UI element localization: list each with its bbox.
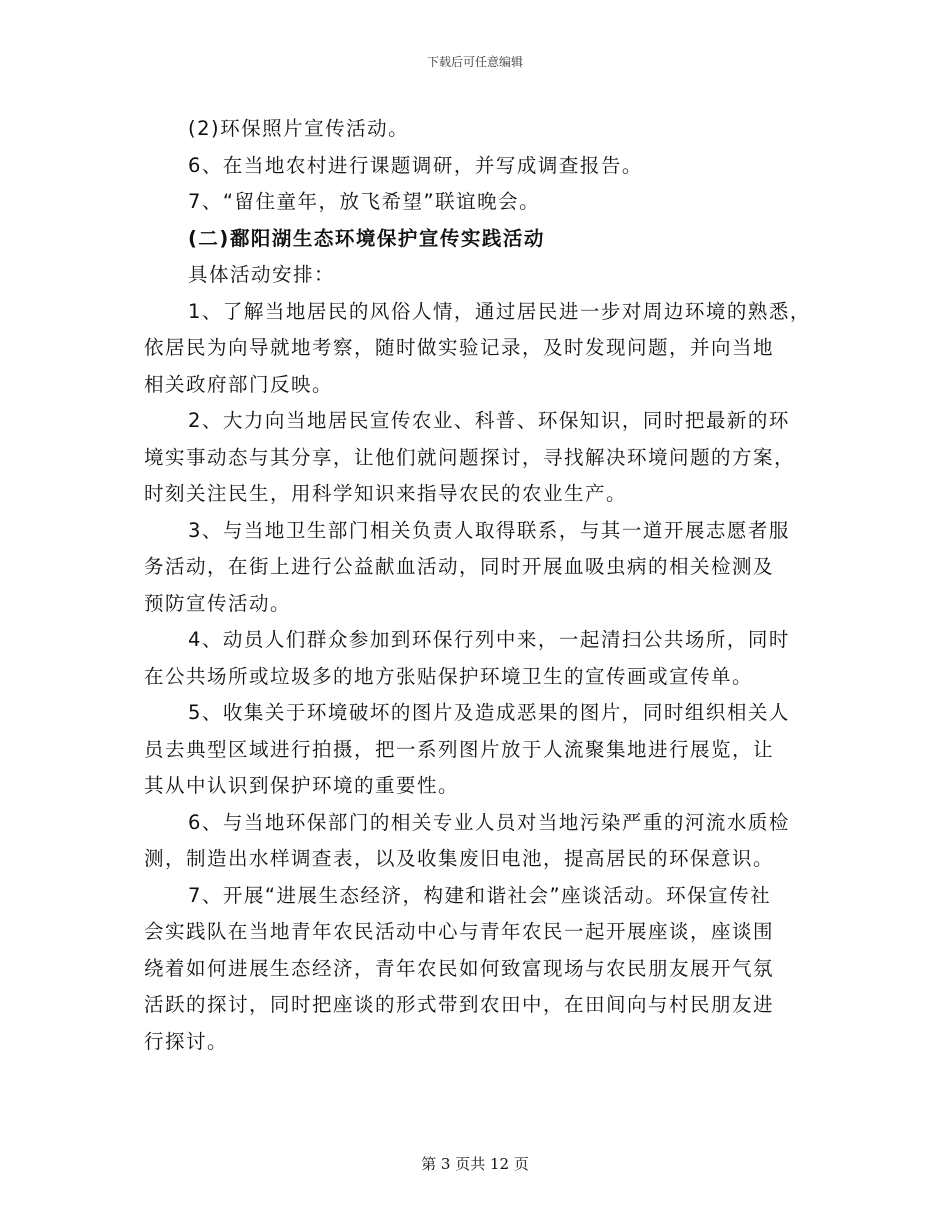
paragraph-line: 1、了解当地居民的风俗人情，通过居民进一步对周边环境的熟悉， [188, 299, 811, 323]
paragraph-line: 7、“留住童年，放飞希望”联谊晚会。 [188, 190, 541, 213]
paragraph-line: 时刻关注民生，用科学知识来指导农民的农业生产。 [144, 482, 628, 505]
paragraph-line: (2)环保照片宣传活动。 [188, 117, 410, 140]
paragraph-line: 境实事动态与其分享，让他们就问题探讨，寻找解决环境问题的方案， [144, 445, 796, 469]
page-header: 下载后可任意编辑 [426, 55, 523, 69]
paragraph-line: 2、大力向当地居民宣传农业、科普、环保知识，同时把最新的环 [188, 409, 790, 432]
paragraph-line: 测，制造出水样调查表，以及收集废旧电池，提高居民的环保意识。 [144, 847, 775, 870]
paragraph-line: 相关政府部门反映。 [144, 372, 334, 396]
paragraph-line: 在公共场所或垃圾多的地方张贴保护环境卫生的宣传画或宣传单。 [144, 664, 754, 688]
page-number: 第 3 页共 12 页 [421, 1155, 529, 1173]
paragraph-line: 绕着如何进展生态经济，青年农民如何致富现场与农民朋友展开气氛 [144, 956, 775, 980]
paragraph-line: 活跃的探讨，同时把座谈的形式带到农田中，在田间向与村民朋友进 [144, 993, 775, 1016]
section-heading: (二)鄱阳湖生态环境保护宣传实践活动 [188, 226, 545, 250]
paragraph-line: 6、在当地农村进行课题调研，并写成调查报告。 [188, 153, 643, 177]
paragraph-line: 会实践队在当地青年农民活动中心与青年农民一起开展座谈，座谈围 [144, 920, 775, 943]
paragraph-line: 行探讨。 [144, 1029, 229, 1053]
paragraph-line: 5、收集关于环境破坏的图片及造成恶果的图片，同时组织相关人 [188, 701, 790, 724]
paragraph-line: 其从中认识到保护环境的重要性。 [144, 774, 460, 797]
paragraph-line: 依居民为向导就地考察，随时做实验记录，及时发现问题，并向当地 [144, 336, 775, 359]
paragraph-line: 具体活动安排： [188, 263, 336, 286]
paragraph-line: 6、与当地环保部门的相关专业人员对当地污染严重的河流水质检 [188, 810, 790, 834]
paragraph-line: 7、开展“进展生态经济，构建和谐社会”座谈活动。环保宣传社 [188, 883, 772, 907]
paragraph-line: 3、与当地卫生部门相关负责人取得联系，与其一道开展志愿者服 [188, 518, 790, 542]
document-body [144, 111, 824, 1060]
paragraph-line: 预防宣传活动。 [144, 591, 292, 615]
paragraph-line: 员去典型区域进行拍摄，把一系列图片放于人流聚集地进行展览，让 [144, 737, 775, 761]
paragraph-line: 务活动，在街上进行公益献血活动，同时开展血吸虫病的相关检测及 [144, 555, 775, 578]
paragraph-line: 4、动员人们群众参加到环保行列中来，一起清扫公共场所，同时 [188, 628, 790, 651]
